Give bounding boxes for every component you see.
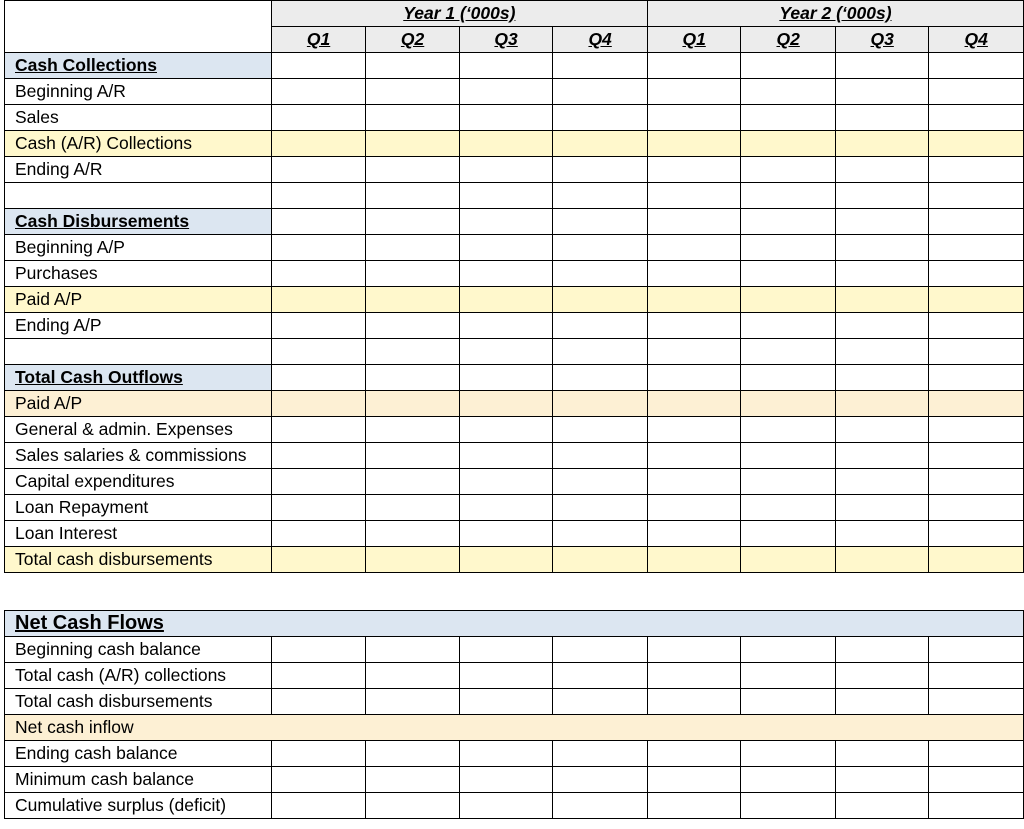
- value-cell[interactable]: [741, 637, 836, 663]
- value-cell[interactable]: [271, 157, 366, 183]
- row-label: Ending A/R: [5, 157, 272, 183]
- value-cell[interactable]: [929, 793, 1024, 819]
- value-cell[interactable]: [553, 637, 648, 663]
- table-row: [5, 741, 1024, 767]
- corner-cell: [5, 1, 272, 53]
- quarter-header: Q4: [929, 27, 1024, 53]
- value-cell[interactable]: [271, 741, 366, 767]
- value-cell[interactable]: [929, 261, 1024, 287]
- value-cell[interactable]: [553, 547, 648, 573]
- value-cell[interactable]: [271, 287, 366, 313]
- value-cell[interactable]: [553, 521, 648, 547]
- value-cell[interactable]: [459, 183, 553, 209]
- value-cell[interactable]: [459, 105, 553, 131]
- value-cell[interactable]: [647, 131, 741, 157]
- net-cash-flows-table: [4, 610, 1024, 819]
- value-cell[interactable]: [929, 547, 1024, 573]
- row-label: Cumulative surplus (deficit): [5, 793, 272, 819]
- value-cell[interactable]: [835, 131, 929, 157]
- cash-collections-title: Cash Collections: [5, 53, 272, 79]
- row-label: Loan Repayment: [5, 495, 272, 521]
- value-cell[interactable]: [366, 365, 460, 391]
- value-cell[interactable]: [929, 157, 1024, 183]
- value-cell[interactable]: [835, 469, 929, 495]
- table-row: [5, 469, 1024, 495]
- value-cell[interactable]: [459, 261, 553, 287]
- value-cell[interactable]: [835, 365, 929, 391]
- value-cell[interactable]: [271, 339, 366, 365]
- table-row: [5, 637, 1024, 663]
- value-cell[interactable]: [835, 547, 929, 573]
- row-label: Ending A/P: [5, 313, 272, 339]
- value-cell[interactable]: [459, 793, 553, 819]
- value-cell[interactable]: [271, 469, 366, 495]
- value-cell[interactable]: [553, 495, 648, 521]
- value-cell[interactable]: [459, 391, 553, 417]
- value-cell[interactable]: [835, 235, 929, 261]
- value-cell[interactable]: [366, 131, 460, 157]
- value-cell[interactable]: [459, 131, 553, 157]
- value-cell[interactable]: [835, 793, 929, 819]
- value-cell[interactable]: [741, 365, 836, 391]
- cash-budget-table: [4, 0, 1024, 573]
- value-cell[interactable]: [929, 741, 1024, 767]
- table-row: [5, 235, 1024, 261]
- value-cell[interactable]: [459, 209, 553, 235]
- value-cell[interactable]: [459, 235, 553, 261]
- year2-header: Year 2 (‘000s): [647, 1, 1023, 27]
- value-cell[interactable]: [271, 417, 366, 443]
- value-cell[interactable]: [929, 79, 1024, 105]
- value-cell[interactable]: [271, 793, 366, 819]
- value-cell[interactable]: [271, 443, 366, 469]
- value-cell[interactable]: [741, 741, 836, 767]
- value-cell[interactable]: [835, 287, 929, 313]
- value-cell[interactable]: [741, 209, 836, 235]
- table-row: [5, 105, 1024, 131]
- value-cell[interactable]: [929, 53, 1024, 79]
- value-cell[interactable]: [366, 637, 460, 663]
- blank-row: [5, 339, 1024, 365]
- row-label: Beginning A/P: [5, 235, 272, 261]
- row-label: Total cash (A/R) collections: [5, 663, 272, 689]
- value-cell[interactable]: [835, 261, 929, 287]
- value-cell[interactable]: [647, 391, 741, 417]
- value-cell[interactable]: [553, 53, 648, 79]
- value-cell[interactable]: [647, 261, 741, 287]
- value-cell[interactable]: [741, 79, 836, 105]
- table-row: [5, 495, 1024, 521]
- value-cell[interactable]: [366, 547, 460, 573]
- value-cell[interactable]: [647, 157, 741, 183]
- value-cell[interactable]: [459, 417, 553, 443]
- value-cell[interactable]: [929, 287, 1024, 313]
- value-cell[interactable]: [647, 793, 741, 819]
- value-cell[interactable]: [929, 105, 1024, 131]
- value-cell[interactable]: [741, 183, 836, 209]
- value-cell[interactable]: [271, 365, 366, 391]
- value-cell[interactable]: [929, 417, 1024, 443]
- value-cell[interactable]: [835, 339, 929, 365]
- value-cell[interactable]: [271, 637, 366, 663]
- value-cell[interactable]: [835, 157, 929, 183]
- row-label: Capital expenditures: [5, 469, 272, 495]
- value-cell[interactable]: [647, 339, 741, 365]
- value-cell[interactable]: [459, 637, 553, 663]
- cash-disbursements-section-row: [5, 209, 1024, 235]
- cash-disbursements-title: Cash Disbursements: [5, 209, 272, 235]
- value-cell[interactable]: [835, 417, 929, 443]
- quarter-header: Q1: [647, 27, 741, 53]
- row-label: [5, 183, 272, 209]
- value-cell[interactable]: [459, 443, 553, 469]
- value-cell[interactable]: [553, 767, 648, 793]
- net-cash-flows-section-row: [5, 611, 1024, 637]
- highlighted-row: [5, 391, 1024, 417]
- value-cell[interactable]: [741, 131, 836, 157]
- value-cell[interactable]: [929, 183, 1024, 209]
- value-cell[interactable]: [366, 209, 460, 235]
- value-cell[interactable]: [929, 767, 1024, 793]
- total-cash-outflows-title: Total Cash Outflows: [5, 365, 272, 391]
- value-cell[interactable]: [553, 793, 648, 819]
- value-cell[interactable]: [835, 663, 929, 689]
- table-row: [5, 793, 1024, 819]
- row-label: General & admin. Expenses: [5, 417, 272, 443]
- value-cell[interactable]: [741, 53, 836, 79]
- value-cell[interactable]: [271, 521, 366, 547]
- value-cell[interactable]: [271, 663, 366, 689]
- value-cell[interactable]: [741, 313, 836, 339]
- value-cell[interactable]: [835, 495, 929, 521]
- value-cell[interactable]: [647, 53, 741, 79]
- value-cell[interactable]: [835, 443, 929, 469]
- year-header-row: [5, 1, 1024, 27]
- value-cell[interactable]: [553, 417, 648, 443]
- value-cell[interactable]: [366, 235, 460, 261]
- value-cell[interactable]: [835, 391, 929, 417]
- value-cell[interactable]: [366, 689, 460, 715]
- value-cell[interactable]: [459, 521, 553, 547]
- value-cell[interactable]: [647, 663, 741, 689]
- table-row: [5, 521, 1024, 547]
- value-cell[interactable]: [366, 793, 460, 819]
- value-cell[interactable]: [647, 767, 741, 793]
- value-cell[interactable]: [929, 521, 1024, 547]
- value-cell[interactable]: [366, 79, 460, 105]
- value-cell[interactable]: [271, 547, 366, 573]
- value-cell[interactable]: [647, 365, 741, 391]
- value-cell[interactable]: [553, 313, 648, 339]
- value-cell[interactable]: [271, 209, 366, 235]
- value-cell[interactable]: [553, 157, 648, 183]
- row-label: Ending cash balance: [5, 741, 272, 767]
- value-cell[interactable]: [647, 741, 741, 767]
- value-cell[interactable]: [929, 365, 1024, 391]
- row-label: Total cash disbursements: [5, 689, 272, 715]
- value-cell[interactable]: [741, 521, 836, 547]
- value-cell[interactable]: [553, 339, 648, 365]
- highlighted-row: [5, 131, 1024, 157]
- value-cell[interactable]: [835, 79, 929, 105]
- value-cell[interactable]: [741, 767, 836, 793]
- value-cell[interactable]: [835, 105, 929, 131]
- value-cell[interactable]: [929, 235, 1024, 261]
- value-cell[interactable]: [835, 313, 929, 339]
- value-cell[interactable]: [647, 313, 741, 339]
- value-cell[interactable]: [741, 391, 836, 417]
- value-cell[interactable]: [271, 767, 366, 793]
- value-cell[interactable]: [741, 287, 836, 313]
- value-cell[interactable]: [553, 663, 648, 689]
- quarter-header: Q2: [741, 27, 836, 53]
- value-cell[interactable]: [271, 131, 366, 157]
- value-cell[interactable]: [271, 391, 366, 417]
- table-row: [5, 417, 1024, 443]
- value-cell[interactable]: [835, 183, 929, 209]
- value-cell[interactable]: [553, 209, 648, 235]
- value-cell[interactable]: [459, 287, 553, 313]
- value-cell[interactable]: [929, 131, 1024, 157]
- value-cell[interactable]: [835, 767, 929, 793]
- total-cash-outflows-section-row: [5, 365, 1024, 391]
- value-cell[interactable]: [459, 79, 553, 105]
- value-cell[interactable]: [553, 443, 648, 469]
- value-cell[interactable]: [366, 287, 460, 313]
- highlighted-row: [5, 715, 1024, 741]
- value-cell[interactable]: [647, 417, 741, 443]
- value-cell[interactable]: [647, 235, 741, 261]
- value-cell[interactable]: [366, 261, 460, 287]
- row-label: Paid A/P: [5, 391, 272, 417]
- value-cell[interactable]: [366, 495, 460, 521]
- value-cell[interactable]: [647, 183, 741, 209]
- highlighted-row: [5, 287, 1024, 313]
- value-cell[interactable]: [647, 287, 741, 313]
- value-cell[interactable]: [271, 689, 366, 715]
- value-cell[interactable]: [271, 313, 366, 339]
- value-cell[interactable]: [647, 443, 741, 469]
- table-row: [5, 663, 1024, 689]
- value-cell[interactable]: [929, 313, 1024, 339]
- value-cell[interactable]: [647, 689, 741, 715]
- table-row: [5, 767, 1024, 793]
- cash-collections-section-row: [5, 53, 1024, 79]
- value-cell[interactable]: [366, 53, 460, 79]
- value-cell[interactable]: [741, 443, 836, 469]
- value-cell[interactable]: [366, 443, 460, 469]
- value-cell[interactable]: [741, 793, 836, 819]
- value-cell[interactable]: [271, 105, 366, 131]
- value-cell[interactable]: [366, 417, 460, 443]
- table-row: [5, 261, 1024, 287]
- quarter-header: Q2: [366, 27, 460, 53]
- value-cell[interactable]: [366, 767, 460, 793]
- value-cell[interactable]: [647, 495, 741, 521]
- value-cell[interactable]: [741, 663, 836, 689]
- row-label: Cash (A/R) Collections: [5, 131, 272, 157]
- value-cell[interactable]: [366, 663, 460, 689]
- value-cell[interactable]: [459, 689, 553, 715]
- quarter-header: Q3: [835, 27, 929, 53]
- value-cell[interactable]: [835, 637, 929, 663]
- value-cell[interactable]: [647, 469, 741, 495]
- value-cell[interactable]: [929, 689, 1024, 715]
- net-cash-flows-title: Net Cash Flows: [5, 611, 1024, 637]
- row-label: Sales salaries & commissions: [5, 443, 272, 469]
- value-cell[interactable]: [553, 183, 648, 209]
- value-cell[interactable]: [741, 235, 836, 261]
- row-label: Paid A/P: [5, 287, 272, 313]
- value-cell[interactable]: [366, 313, 460, 339]
- value-cell[interactable]: [741, 261, 836, 287]
- row-label: Beginning cash balance: [5, 637, 272, 663]
- value-cell[interactable]: [459, 157, 553, 183]
- value-cell[interactable]: [459, 547, 553, 573]
- value-cell[interactable]: [929, 391, 1024, 417]
- value-cell[interactable]: [459, 741, 553, 767]
- value-cell[interactable]: [741, 547, 836, 573]
- value-cell[interactable]: [741, 105, 836, 131]
- table-row: [5, 313, 1024, 339]
- row-label: Total cash disbursements: [5, 547, 272, 573]
- value-cell[interactable]: [366, 521, 460, 547]
- value-cell[interactable]: [366, 469, 460, 495]
- value-cell[interactable]: [835, 53, 929, 79]
- value-cell[interactable]: [647, 79, 741, 105]
- value-cell[interactable]: [929, 637, 1024, 663]
- value-cell[interactable]: [553, 689, 648, 715]
- value-cell[interactable]: [835, 209, 929, 235]
- value-cell[interactable]: [459, 469, 553, 495]
- value-cell[interactable]: [271, 495, 366, 521]
- value-cell[interactable]: [366, 157, 460, 183]
- value-cell[interactable]: [553, 131, 648, 157]
- value-cell[interactable]: [553, 105, 648, 131]
- value-cell[interactable]: [553, 79, 648, 105]
- value-cell[interactable]: [741, 495, 836, 521]
- value-cell[interactable]: [459, 495, 553, 521]
- year1-header: Year 1 (‘000s): [271, 1, 647, 27]
- row-label: Loan Interest: [5, 521, 272, 547]
- row-label: Beginning A/R: [5, 79, 272, 105]
- value-cell[interactable]: [366, 741, 460, 767]
- value-cell[interactable]: [459, 53, 553, 79]
- highlighted-row: [5, 547, 1024, 573]
- value-cell[interactable]: [647, 521, 741, 547]
- value-cell[interactable]: [741, 689, 836, 715]
- value-cell[interactable]: [647, 105, 741, 131]
- value-cell[interactable]: [271, 183, 366, 209]
- value-cell[interactable]: [366, 391, 460, 417]
- value-cell[interactable]: [271, 235, 366, 261]
- value-cell[interactable]: [929, 209, 1024, 235]
- table-row: [5, 157, 1024, 183]
- value-cell[interactable]: [553, 391, 648, 417]
- row-label: Sales: [5, 105, 272, 131]
- value-cell[interactable]: [647, 209, 741, 235]
- value-cell[interactable]: [459, 767, 553, 793]
- value-cell[interactable]: [553, 287, 648, 313]
- row-label: [5, 339, 272, 365]
- value-cell[interactable]: [929, 339, 1024, 365]
- value-cell[interactable]: [553, 741, 648, 767]
- value-cell[interactable]: [647, 547, 741, 573]
- value-cell[interactable]: [459, 663, 553, 689]
- value-cell[interactable]: [835, 521, 929, 547]
- table-row: [5, 79, 1024, 105]
- value-cell[interactable]: [835, 689, 929, 715]
- value-cell[interactable]: [271, 53, 366, 79]
- value-cell[interactable]: [366, 105, 460, 131]
- value-cell[interactable]: [271, 261, 366, 287]
- value-cell[interactable]: [741, 157, 836, 183]
- value-cell[interactable]: [929, 469, 1024, 495]
- value-cell[interactable]: [553, 261, 648, 287]
- value-cell[interactable]: [929, 495, 1024, 521]
- value-cell[interactable]: [459, 365, 553, 391]
- value-cell[interactable]: [553, 365, 648, 391]
- value-cell[interactable]: [741, 339, 836, 365]
- value-cell[interactable]: [929, 663, 1024, 689]
- value-cell[interactable]: [459, 313, 553, 339]
- value-cell[interactable]: [741, 469, 836, 495]
- value-cell[interactable]: [929, 443, 1024, 469]
- value-cell[interactable]: [741, 417, 836, 443]
- value-cell[interactable]: [835, 741, 929, 767]
- table-row: [5, 689, 1024, 715]
- row-label: Net cash inflow: [5, 715, 1024, 741]
- value-cell[interactable]: [271, 79, 366, 105]
- row-label: Minimum cash balance: [5, 767, 272, 793]
- row-label: Purchases: [5, 261, 272, 287]
- quarter-header: Q3: [459, 27, 553, 53]
- value-cell[interactable]: [647, 637, 741, 663]
- quarter-header: Q1: [271, 27, 366, 53]
- value-cell[interactable]: [459, 339, 553, 365]
- value-cell[interactable]: [366, 339, 460, 365]
- value-cell[interactable]: [366, 183, 460, 209]
- table-row: [5, 443, 1024, 469]
- blank-row: [5, 183, 1024, 209]
- value-cell[interactable]: [553, 235, 648, 261]
- value-cell[interactable]: [553, 469, 648, 495]
- quarter-header: Q4: [553, 27, 648, 53]
